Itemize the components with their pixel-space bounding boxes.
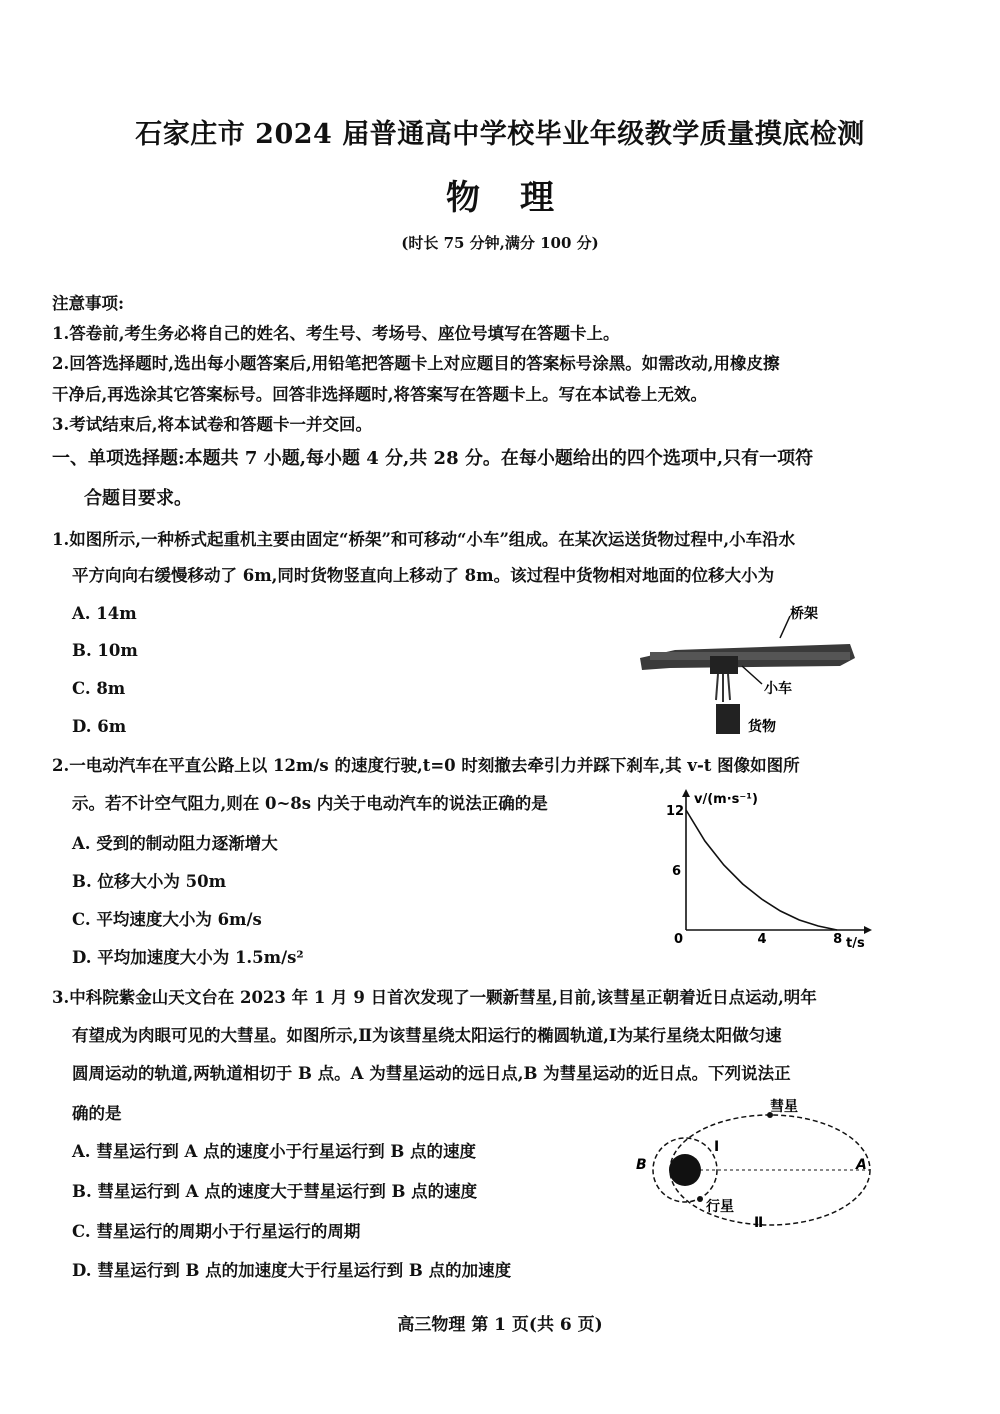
q1-option-c: C. 8m	[72, 679, 126, 698]
comet-label: 彗星	[770, 1099, 798, 1115]
planet	[697, 1196, 703, 1202]
vt-chart	[660, 785, 880, 955]
q1-option-a: A. 14m	[72, 604, 137, 623]
point-b-label: B	[636, 1157, 647, 1173]
cart-label: 小车	[764, 681, 792, 697]
crane-figure	[630, 598, 870, 743]
notice-item-2-line-1: 2.回答选择题时,选出每小题答案后,用铅笔把答题卡上对应题目的答案标号涂黑。如需改动,用橡皮擦	[52, 354, 780, 373]
q2-option-b: B. 位移大小为 50m	[72, 872, 227, 891]
y-axis-label: v/(m·s⁻¹)	[694, 792, 758, 807]
sun	[669, 1154, 701, 1186]
subject-title: 物理	[446, 178, 594, 218]
planet-label: 行星	[706, 1199, 734, 1215]
q2-stem-line-2: 示。若不计空气阻力,则在 0~8s 内关于电动汽车的说法正确的是	[72, 794, 548, 813]
notice-item-1: 1.答卷前,考生务必将自己的姓名、考生号、考场号、座位号填写在答题卡上。	[52, 324, 620, 343]
notice-item-3: 3.考试结束后,将本试卷和答题卡一并交回。	[52, 415, 372, 434]
q3-stem-line-2: 有望成为肉眼可见的大彗星。如图所示,Ⅱ为该彗星绕太阳运行的椭圆轨道,Ⅰ为某行星绕太阳做匀速	[72, 1026, 782, 1045]
q1-option-b: B. 10m	[72, 641, 138, 660]
orbit-ii-label: Ⅱ	[754, 1215, 764, 1231]
y-tick-label-6: 6	[672, 864, 682, 879]
cart	[710, 656, 738, 674]
q2-stem-line-1: 2.一电动汽车在平直公路上以 12m/s 的速度行驶,t=0 时刻撤去牵引力并踩下刹车,其 v-t 图像如图所	[52, 756, 800, 775]
section-heading: 一、单项选择题:本题共 7 小题,每小题 4 分,共 28 分。在每小题给出的四个选项中,只有一项符	[52, 448, 814, 469]
x-tick-label-4: 4	[757, 932, 767, 947]
q3-option-a: A. 彗星运行到 A 点的速度小于行星运行到 B 点的速度	[72, 1142, 477, 1161]
q3-stem-line-4: 确的是	[72, 1104, 122, 1123]
exam-title: 石家庄市 2024 届普通高中学校毕业年级教学质量摸底检测	[135, 119, 865, 150]
notice-item-2-line-2: 干净后,再选涂其它答案标号。回答非选择题时,将答案写在答题卡上。写在本试卷上无效。	[52, 385, 707, 404]
page-footer: 高三物理 第 1 页(共 6 页)	[397, 1315, 603, 1335]
x-tick-label-8: 8	[833, 932, 843, 947]
q3-stem-line-1: 3.中科院紫金山天文台在 2023 年 1 月 9 日首次发现了一颗新彗星,目前,该彗星正朝着近日点运动,明年	[52, 988, 817, 1007]
orbit-i-label: Ⅰ	[714, 1139, 720, 1155]
notice-heading: 注意事项:	[52, 294, 125, 313]
q1-option-d: D. 6m	[72, 717, 127, 736]
q2-option-d: D. 平均加速度大小为 1.5m/s²	[72, 948, 304, 967]
q2-option-c: C. 平均速度大小为 6m/s	[72, 910, 262, 929]
y-tick-label-12: 12	[666, 804, 685, 819]
point-a-label: A	[856, 1157, 867, 1173]
q3-option-d: D. 彗星运行到 B 点的加速度大于行星运行到 B 点的加速度	[72, 1261, 512, 1280]
velocity-curve	[686, 810, 837, 930]
q1-stem-line-2: 平方向向右缓慢移动了 6m,同时货物竖直向上移动了 8m。该过程中货物相对地面的位移大小为	[72, 566, 775, 585]
cargo-label: 货物	[748, 719, 776, 735]
q2-option-a: A. 受到的制动阻力逐渐增大	[72, 834, 278, 853]
q3-stem-line-3: 圆周运动的轨道,两轨道相切于 B 点。A 为彗星运动的远日点,B 为彗星运动的近日点。下列说法正	[72, 1064, 791, 1083]
section-heading-cont: 合题目要求。	[84, 488, 192, 509]
q3-option-b: B. 彗星运行到 A 点的速度大于彗星运行到 B 点的速度	[72, 1182, 478, 1201]
exam-duration: (时长 75 分钟,满分 100 分)	[401, 234, 599, 252]
origin-label: 0	[674, 932, 684, 947]
q3-option-c: C. 彗星运行的周期小于行星运行的周期	[72, 1222, 361, 1241]
x-axis-label: t/s	[846, 936, 865, 951]
bridge-label: 桥架	[790, 606, 818, 622]
cargo	[716, 704, 740, 734]
orbit-figure	[630, 1095, 880, 1245]
q1-stem-line-1: 1.如图所示,一种桥式起重机主要由固定“桥架”和可移动“小车”组成。在某次运送货物过程中,小车沿水	[52, 530, 796, 549]
